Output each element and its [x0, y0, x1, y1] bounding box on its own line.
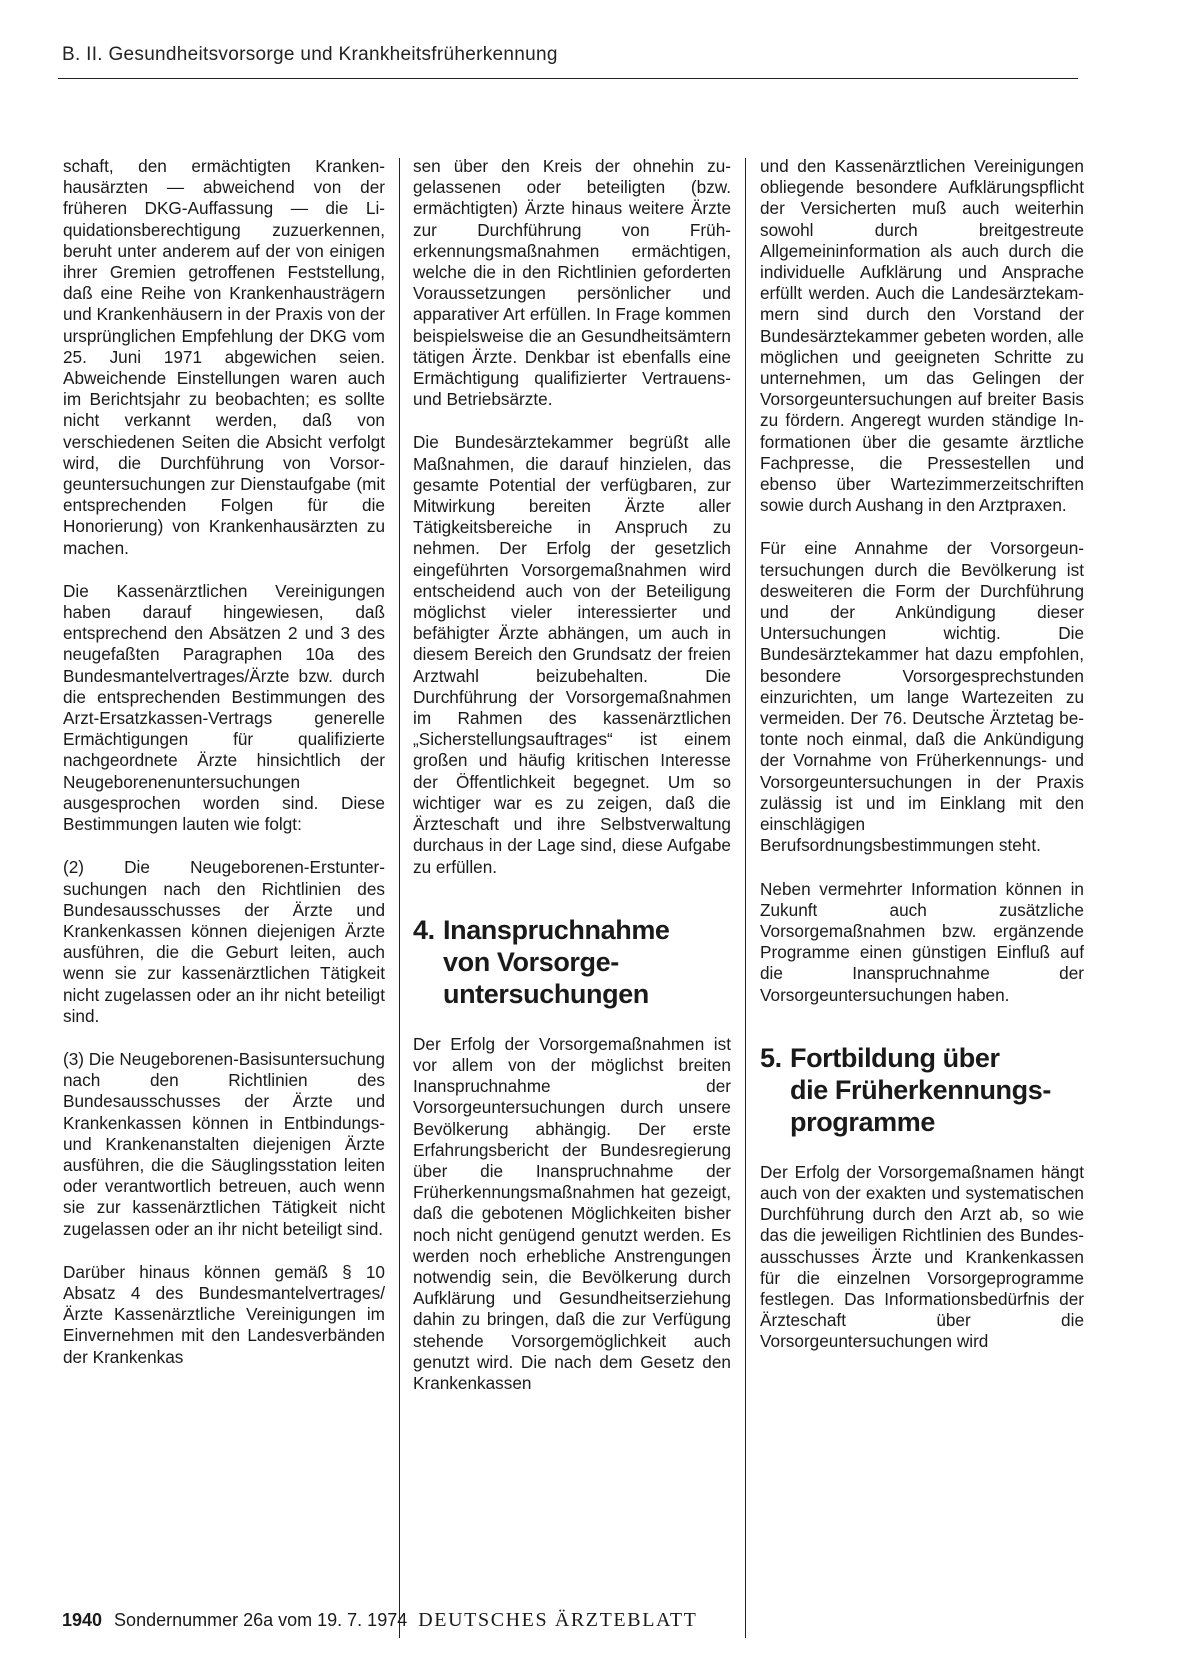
text-column-3: [760, 156, 1084, 1353]
paragraph: sen über den Kreis der ohnehin zugelassenen oder beteiligten (bzw. ermächtigten) Ärzte hinaus weitere Ärzte zur Durchführung von Früherkennungsmaßnahmen ermächtigen, welche die in den Richtlinien geforderten Voraussetzungen persönlicher und apparativer Art erfüllen. In Frage kommen beispielsweise die an Gesundheitsämtern tätigen Ärzte. Denkbar ist ebenfalls eine Ermächtigung qualifizierter Vertrauens- und Betriebsärzte.: [413, 156, 731, 410]
paragraph: Die Bundesärztekammer begrüßt alle Maßnahmen, die darauf hinzielen, das gesamte Potential der verfügbaren, zur Mitwirkung bereiten Ärzte aller Tätigkeitsbereiche in Anspruch zu nehmen. Der Erfolg der gesetzlich eingeführten Vorsorgemaßnahmen wird entscheidend auch von der Beteiligung möglichst vieler interessierter und befähigter Ärzte abhängen, um auch in diesem Bereich den Grundsatz der freien Arztwahl beizubehalten. Die Durchführung der Vorsorgemaßnahmen im Rahmen des kassenärztlichen „Sicherstellungsauftrages“ ist einem großen und häufig kritischen Interesse der Öffentlichkeit begegnet. Um so wichtiger war es zu zeigen, daß die Ärzteschaft und ihre Selbstverwaltung durchaus in der Lage sind, diese Aufgabe zu erfüllen.: [413, 432, 731, 877]
section-number: 4.: [413, 914, 435, 945]
section-heading-line: programme: [790, 1106, 935, 1137]
section-heading: [413, 914, 731, 1010]
section-heading-line: [413, 914, 731, 946]
section-heading-line: [760, 1042, 1084, 1074]
section-heading-text: Inanspruchnahme: [443, 914, 670, 945]
section-number: 5.: [760, 1042, 782, 1073]
paragraph: (2) Die Neugeborenen-Erstuntersuchungen nach den Richtlinien des Bundesausschusses der Ärzte und Krankenkassen können diejenigen Ärzte ausführen, die die Geburt leiten, auch wenn sie zur kassenärztlichen Tätigkeit nicht zugelassen oder an ihr nicht beteiligt sind.: [63, 857, 385, 1026]
page-number: 1940: [62, 1610, 103, 1630]
paragraph: und den Kassenärztlichen Vereinigungen obliegende besondere Aufklärungspflicht der Versicherten muß auch weiterhin sowohl durch breitgestreute Allgemeininformation als auch durch die individuelle Aufklärung und Ansprache erfüllt werden. Auch die Landesärztekammern sind durch den Vorstand der Bundesärztekammer gebeten worden, alle möglichen und geeigneten Schritte zu unternehmen, um das Gelingen der Vorsorgeuntersuchungen auf breiter Basis zu fördern. Angeregt wurden ständige Informationen über die gesamte ärztliche Fachpresse, die Pressestellen und ebenso über Wartezimmerzeitschriften sowie durch Aushang in den Arztpraxen.: [760, 156, 1084, 516]
section-heading: [760, 1042, 1084, 1138]
paragraph: Der Erfolg der Vorsorgemaßnamen hängt auch von der exakten und systematischen Durchführung durch den Arzt ab, so wie das die jeweiligen Richtlinien des Bundesausschusses Ärzte und Krankenkassen für die einzelnen Vorsorgeprogramme festlegen. Das Informationsbedürfnis der Ärzteschaft über die Vorsorgeuntersuchungen wird: [760, 1161, 1084, 1352]
issue-info: Sondernummer 26a vom 19. 7. 1974: [114, 1610, 408, 1630]
paragraph: Der Erfolg der Vorsorgemaßnahmen ist vor allem von der möglichst breiten Inanspruchnahme der Vorsorgeuntersuchungen durch unsere Bevölkerung abhängig. Der erste Erfahrungsbericht der Bundesregierung über die Inanspruchnahme der Früherkennungsmaßnahmen hat gezeigt, daß die gebotenen Möglichkeiten bisher noch nicht genügend genutzt werden. Es werden noch erhebliche Anstrengungen notwendig sein, die Bevölkerung durch Aufklärung und Gesundheitserziehung dahin zu bringen, daß die zur Verfügung stehende Vorsorgemöglichkeit auch genutzt wird. Die nach dem Gesetz den Krankenkassen: [413, 1033, 731, 1393]
text-column-2: [413, 156, 731, 1394]
paragraph: Neben vermehrter Information können in Zukunft auch zusätzliche Vorsorgemaßnahmen bzw. ergänzende Programme einen günstigen Einfluß auf die Inanspruchnahme der Vorsorgeuntersuchungen haben.: [760, 878, 1084, 1005]
section-heading-line: die Früherkennungs-: [790, 1074, 1051, 1105]
section-heading-line: untersuchungen: [443, 978, 649, 1009]
journal-name: DEUTSCHES ÄRZTEBLATT: [418, 1609, 698, 1631]
paragraph: Darüber hinaus können gemäß § 10 Absatz 4 des Bundesmantelvertrages/Ärzte Kassenärztliche Vereinigungen im Einvernehmen mit den Landesverbänden der Krankenkas: [63, 1261, 385, 1367]
page-footer: [62, 1609, 697, 1632]
column-divider-1: [399, 158, 400, 1638]
column-divider-2: [745, 158, 746, 1638]
running-head: B. II. Gesundheitsvorsorge und Krankheitsfrüherkennung: [62, 44, 558, 65]
paragraph: Für eine Annahme der Vorsorgeuntersuchungen durch die Bevölkerung ist desweiteren die Form der Durchführung und der Ankündigung dieser Untersuchungen wichtig. Die Bundesärztekammer hat dazu empfohlen, besondere Vorsorgesprechstunden einzurichten, um lange Wartezeiten zu vermeiden. Der 76. Deutsche Ärztetag betonte noch einmal, daß die Ankündigung der Vornahme von Früherkennungs- und Vorsorgeuntersuchungen in der Praxis zulässig ist und im Einklang mit den einschlägigen Berufsordnungsbestimmungen steht.: [760, 538, 1084, 856]
paragraph: Die Kassenärztlichen Vereinigungen haben darauf hingewiesen, daß entsprechend den Absätzen 2 und 3 des neugefaßten Paragraphen 10a des Bundesmantelvertrages/Ärzte bzw. durch die entsprechenden Bestimmungen des Arzt-Ersatzkassen-Vertrags generelle Ermächtigungen für qualifizierte nachgeordnete Ärzte hinsichtlich der Neugeborenenuntersuchungen ausgesprochen worden sind. Diese Bestimmungen lauten wie folgt:: [63, 580, 385, 835]
header-rule: [58, 78, 1078, 79]
paragraph: (3) Die Neugeborenen-Basisuntersuchung nach den Richtlinien des Bundesausschusses der Ärzte und Krankenkassen können in Entbindungs- und Krankenanstalten diejenigen Ärzte ausführen, die die Säuglingsstation leiten oder verantwortlich betreuen, auch wenn sie zur kassenärztlichen Tätigkeit nicht zugelassen oder an ihr nicht beteiligt sind.: [63, 1048, 385, 1239]
section-heading-text: Fortbildung über: [790, 1042, 1000, 1073]
section-heading-line: von Vorsorge-: [443, 946, 619, 977]
paragraph: schaft, den ermächtigten Krankenhausärzten — abweichend von der früheren DKG-Auffassung — die Liquidationsberechtigung zuzuerkennen, beruht unter anderem auf der von einigen ihrer Gremien getroffenen Feststellung, daß eine Reihe von Krankenhausträgern und Krankenhäusern in der Praxis von der ursprünglichen Empfehlung der DKG vom 25. Juni 1971 abgewichen seien. Abweichende Einstellungen waren auch im Berichtsjahr zu beobachten; es sollte nicht verkannt werden, daß von verschiedenen Seiten die Absicht verfolgt wird, die Durchführung von Vorsorgeuntersuchungen zur Dienstaufgabe (mit entsprechenden Folgen für die Honorierung) von Krankenhausärzten zu machen.: [63, 156, 385, 558]
text-column-1: [63, 156, 385, 1368]
